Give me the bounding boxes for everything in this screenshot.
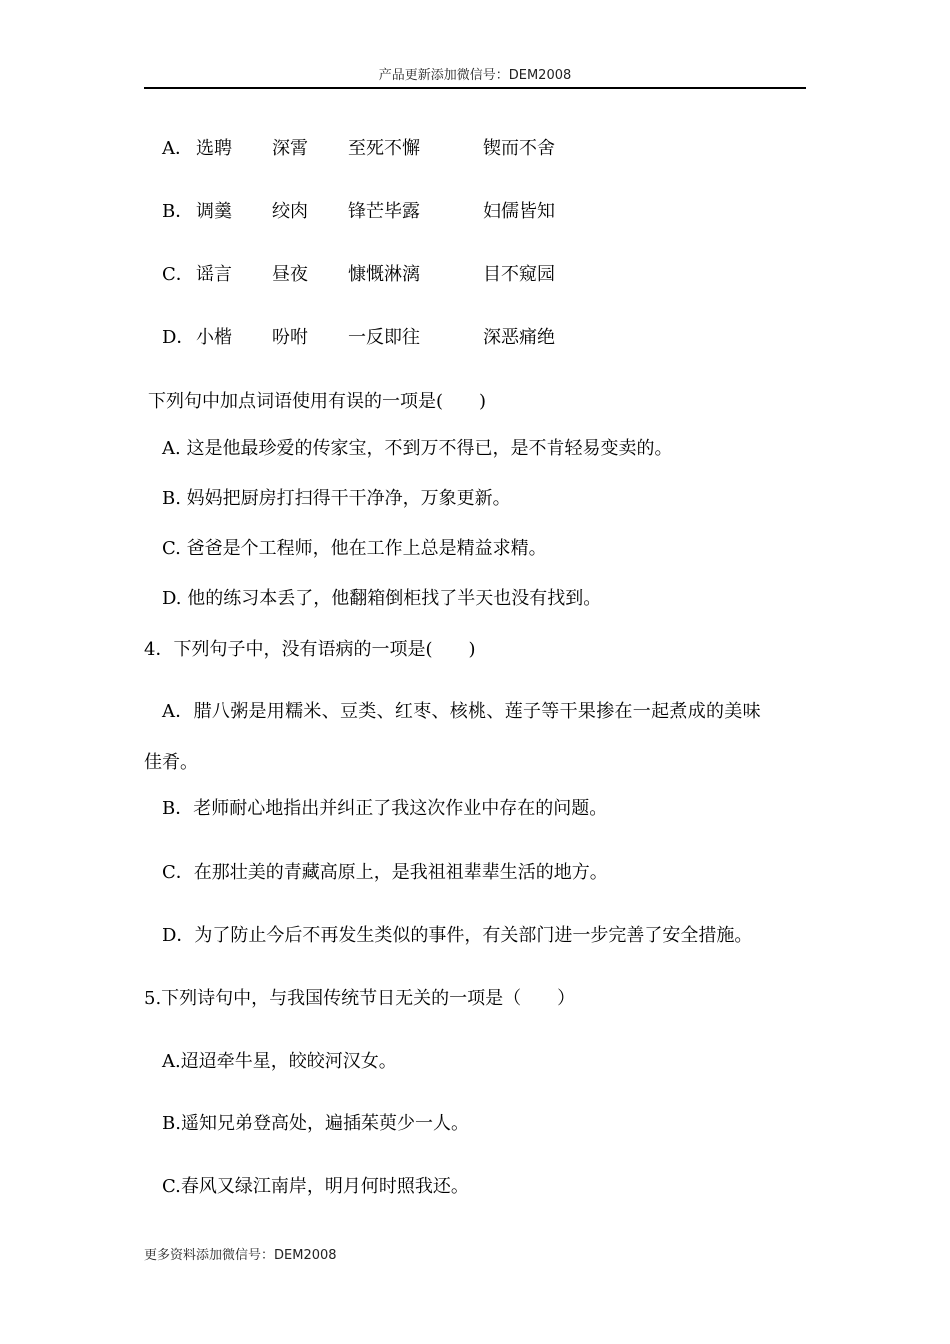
option-word-1: 谣言	[196, 264, 232, 285]
page-footer: 更多资料添加微信号：DEM2008	[144, 1248, 337, 1263]
question-5-stem: 5.下列诗句中，与我国传统节日无关的一项是（ ）	[144, 988, 576, 1009]
option-word-2: 吩咐	[272, 327, 308, 348]
question-4-option-a-continued: 佳肴。	[144, 752, 198, 773]
option-word-4: 目不窥园	[483, 264, 555, 285]
option-word-1: 小楷	[196, 327, 232, 348]
question-option: A. 这是他最珍爱的传家宝，不到万不得已，是不肯轻易变卖的。	[162, 438, 673, 459]
question-4-option-a: A．腊八粥是用糯米、豆类、红枣、核桃、莲子等干果掺在一起煮成的美味	[162, 701, 761, 722]
option-word-2: 绞肉	[272, 201, 308, 222]
question-4-option-b: B．老师耐心地指出并纠正了我这次作业中存在的问题。	[162, 798, 608, 819]
option-word-3: 慷慨淋漓	[348, 264, 420, 285]
option-word-3: 一反即往	[348, 327, 420, 348]
question-stem: 下列句中加点词语使用有误的一项是( )	[148, 391, 487, 412]
option-word-1: 调羹	[196, 201, 232, 222]
option-word-2: 深霄	[272, 138, 308, 159]
option-word-4: 深恶痛绝	[483, 327, 555, 348]
question-4-stem: 4．下列句子中，没有语病的一项是( )	[144, 639, 476, 660]
question-5-option: A.迢迢牵牛星，皎皎河汉女。	[162, 1051, 397, 1072]
question-option: C. 爸爸是个工程师，他在工作上总是精益求精。	[162, 538, 547, 559]
page-header: 产品更新添加微信号：DEM2008	[378, 68, 572, 83]
question-5-option: C.春风又绿江南岸，明月何时照我还。	[162, 1176, 469, 1197]
question-option: B. 妈妈把厨房打扫得干干净净，万象更新。	[162, 488, 511, 509]
option-letter: C．	[162, 264, 194, 285]
option-letter: D．	[162, 327, 195, 348]
question-5-option: B.遥知兄弟登高处，遍插茱萸少一人。	[162, 1113, 469, 1134]
header-rule	[144, 87, 806, 89]
option-word-3: 锋芒毕露	[348, 201, 420, 222]
option-word-4: 锲而不舍	[483, 138, 555, 159]
question-4-option-c: C．在那壮美的青藏高原上，是我祖祖辈辈生活的地方。	[162, 862, 608, 883]
question-4-option-d: D．为了防止今后不再发生类似的事件，有关部门进一步完善了安全措施。	[162, 925, 753, 946]
option-word-2: 昼夜	[272, 264, 308, 285]
option-word-4: 妇儒皆知	[483, 201, 555, 222]
option-letter: B．	[162, 201, 194, 222]
question-option: D. 他的练习本丢了，他翻箱倒柜找了半天也没有找到。	[162, 588, 602, 609]
option-letter: A．	[162, 138, 193, 159]
option-word-3: 至死不懈	[348, 138, 420, 159]
option-word-1: 选聘	[196, 138, 232, 159]
